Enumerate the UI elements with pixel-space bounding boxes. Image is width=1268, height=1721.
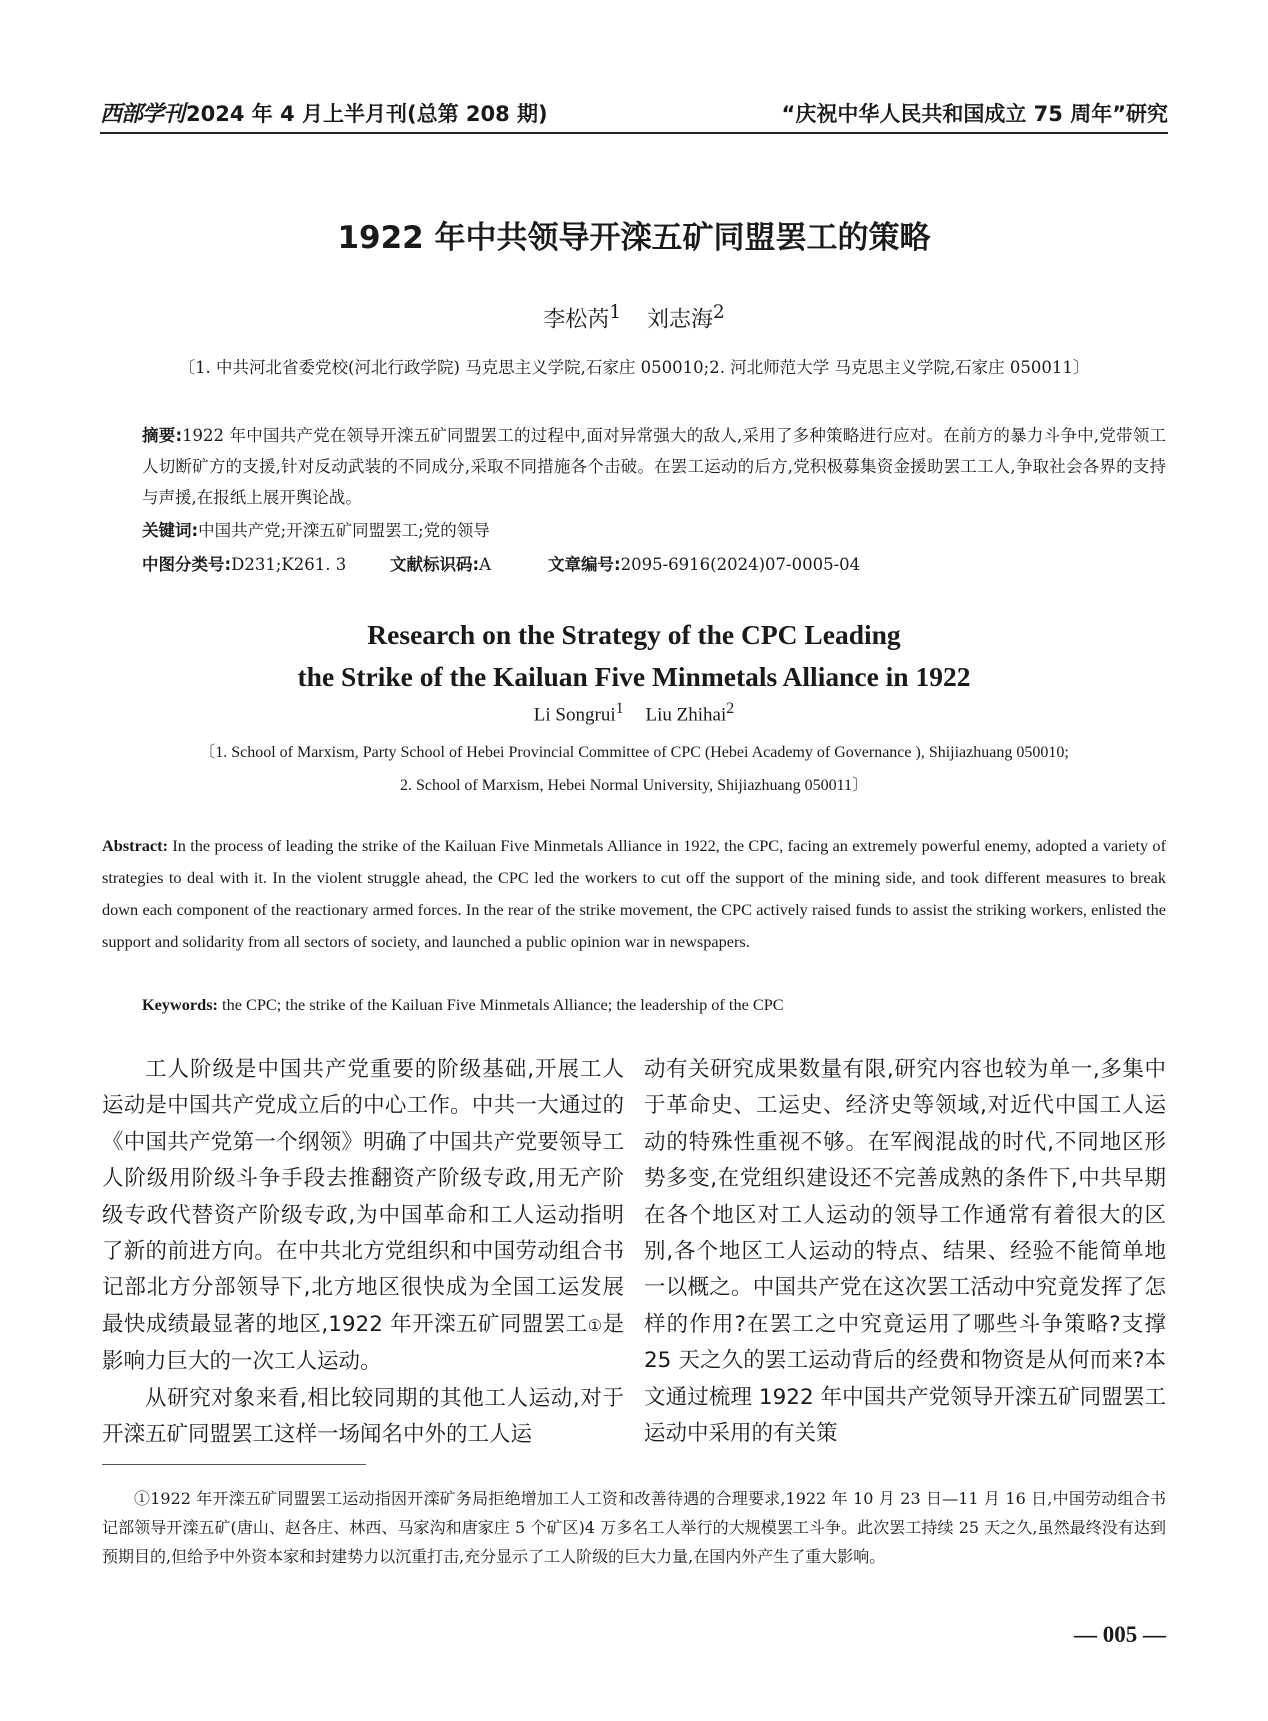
body-paragraph — [102, 1052, 624, 1381]
author-name: 刘志海 — [647, 307, 714, 333]
journal-logo: 西部学刊 — [100, 101, 185, 127]
author-sup: 2 — [713, 302, 725, 323]
issue-info: 2024 年 4 月上半月刊(总第 208 期) — [186, 102, 548, 126]
author-name: 李松芮 — [543, 307, 610, 333]
english-abstract-label: Abstract: — [102, 836, 169, 855]
english-affiliation-line: 〔1. School of Marxism, Party School of Hebei Provincial Committee of CPC (Hebei Academy of Governance ), Shijiazhuang 050010; — [199, 744, 1069, 761]
abstract-cn-text: 1922 年中国共产党在领导开滦五矿同盟罢工的过程中,面对异常强大的敌人,采用了多种策略进行应对。在前方的暴力斗争中,党带领工人切断矿方的支援,针对反动武装的不同成分,采取不同措施各个击破。在罢工运动的后方,党积极募集资金援助罢工工人,争取社会各界的支持与声援,在报纸上展开舆论战。 — [142, 426, 1166, 507]
english-author: Liu Zhihai — [645, 704, 727, 726]
art-value: 2095-6916(2024)07-0005-04 — [620, 555, 861, 574]
doc-label: 文献标识码: — [390, 555, 480, 574]
english-title — [100, 614, 1168, 698]
page-number: — 005 — — [1074, 1622, 1166, 1647]
english-abstract — [102, 830, 1166, 958]
body-column-right — [644, 1052, 1166, 1452]
english-author-sup: 2 — [726, 700, 735, 717]
body-text: 是影响力巨大的一次工人运动。 — [102, 1311, 624, 1375]
clc-item — [142, 552, 390, 578]
english-title-line: Research on the Strategy of the CPC Leading — [367, 619, 901, 650]
english-title-line: the Strike of the Kailuan Five Minmetals Alliance in 1922 — [297, 661, 971, 692]
english-author-line — [100, 700, 1168, 726]
affiliation: 〔1. 中共河北省委党校(河北行政学院) 马克思主义学院,石家庄 050010;2. 河北师范大学 马克思主义学院,石家庄 050011〕 — [178, 358, 1090, 377]
footnote-ref[interactable]: ① — [587, 1315, 603, 1335]
body-column-left — [102, 1052, 624, 1453]
body-paragraph: 动有关研究成果数量有限,研究内容也较为单一,多集中于革命史、工运史、经济史等领域,对近代中国工人运动的特殊性重视不够。在军阀混战的时代,不同地区形势多变,在党组织建设还不完善成熟的条件下,中共早期在各个地区对工人运动的领导工作通常有着很大的区别,各个地区工人运动的特点、结果、经验不能简单地一以概之。中国共产党在这次罢工活动中究竟发挥了怎样的作用?在罢工之中究竟运用了哪些斗争策略?支撑 25 天之久的罢工运动背后的经费和物资是从何而来?本文通过梳理 1922 年中国共产党领导开滦五矿同盟罢工运动中采用的有关策 — [644, 1057, 1166, 1447]
keywords-cn-label: 关键词: — [142, 521, 199, 540]
header-left — [100, 97, 548, 128]
english-author-sup: 1 — [615, 700, 624, 717]
english-keywords — [142, 990, 1166, 1020]
english-keywords-text: the CPC; the strike of the Kailuan Five Minmetals Alliance; the leadership of the CPC — [222, 995, 784, 1014]
classification-row — [142, 552, 1166, 578]
footnote-rule — [102, 1464, 366, 1465]
english-affiliation — [100, 736, 1168, 802]
art-item — [548, 552, 860, 578]
doc-value: A — [479, 555, 492, 574]
footnote-text: 1922 年开滦五矿同盟罢工运动指因开滦矿务局拒绝增加工人工资和改善待遇的合理要求,1922 年 10 月 23 日—11 月 16 日,中国劳动组合书记部领导开滦五矿(唐山、赵各庄、林西、马家沟和唐家庄 5 个矿区)4 万多名工人举行的大规模罢工斗争。此次罢工持续 25 天之久,虽然最终没有达到预期目的,但给予中外资本家和封建势力以沉重打击,充分显示了工人阶级的巨大力量,在国内外产生了重大影响。 — [102, 1489, 1166, 1566]
art-label: 文章编号: — [548, 555, 621, 574]
running-header — [100, 88, 1168, 128]
article-title: 1922 年中共领导开滦五矿同盟罢工的策略 — [337, 220, 931, 256]
body-paragraph: 从研究对象来看,相比较同期的其他工人运动,对于开滦五矿同盟罢工这样一场闻名中外的工人运 — [102, 1385, 624, 1448]
author-line — [100, 302, 1168, 333]
footnote-mark: ① — [134, 1489, 151, 1508]
body-text: 工人阶级是中国共产党重要的阶级基础,开展工人运动是中国共产党成立后的中心工作。中共一大通过的《中国共产党第一个纲领》明确了中国共产党要领导工人阶级用阶级斗争手段去推翻资产阶级专政,用无产阶级专政代替资产阶级专政,为中国革命和工人运动指明了新的前进方向。在中共北方党组织和中国劳动组合书记部北方分部领导下,北方地区很快成为全国工运发展最快成绩最显著的地区,1922 年开滦五矿同盟罢工 — [102, 1057, 624, 1337]
doc-item — [390, 552, 548, 578]
keywords-cn-text: 中国共产党;开滦五矿同盟罢工;党的领导 — [198, 521, 490, 540]
keywords-cn — [142, 518, 1166, 544]
english-author: Li Songrui — [533, 704, 616, 726]
header-rule — [100, 132, 1168, 134]
english-keywords-label: Keywords: — [142, 995, 218, 1014]
author-sup: 1 — [609, 302, 621, 323]
footnote — [102, 1484, 1166, 1571]
abstract-cn — [142, 420, 1166, 513]
column-name: “庆祝中华人民共和国成立 75 周年”研究 — [781, 102, 1168, 126]
clc-label: 中图分类号: — [142, 555, 232, 574]
english-affiliation-line: 2. School of Marxism, Hebei Normal University, Shijiazhuang 050011〕 — [399, 777, 869, 794]
abstract-cn-label: 摘要: — [142, 426, 183, 445]
clc-value: D231;K261. 3 — [231, 555, 347, 574]
english-abstract-text: In the process of leading the strike of the Kailuan Five Minmetals Alliance in 1922, the CPC, facing an extremely powerful enemy, adopted a variety of strategies to deal with it. In the violent struggle ahead, the CPC led the workers to cut off the support of the mining side, and took different measures to break down each component of the reactionary armed forces. In the rear of the strike movement, the CPC actively raised funds to assist the striking workers, enlisted the support and solidarity from all sectors of society, and launched a public opinion war in newspapers. — [102, 836, 1166, 951]
